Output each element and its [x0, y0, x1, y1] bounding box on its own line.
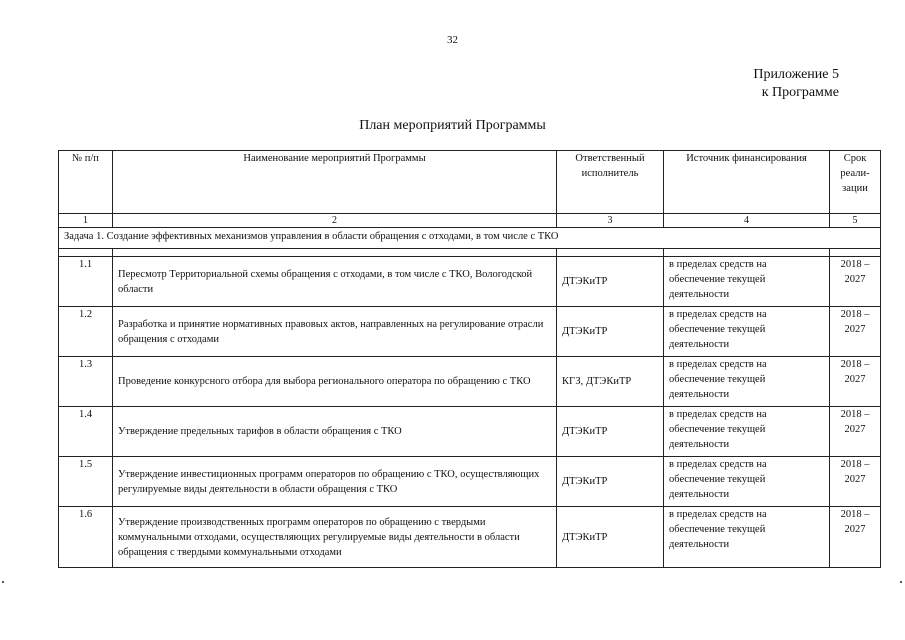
row-num: 1.2: [59, 307, 113, 357]
row-responsible: ДТЭКиТР: [557, 407, 664, 457]
row-num: 1.3: [59, 357, 113, 407]
table-row: [59, 507, 881, 568]
row-term: 2018 – 2027: [830, 257, 881, 307]
row-source: в пределах средств на обеспечение текущей деятельности: [664, 257, 830, 307]
row-term: 2018 – 2027: [830, 457, 881, 507]
row-responsible: ДТЭКиТР: [557, 257, 664, 307]
column-number: 2: [113, 214, 557, 228]
row-source: в пределах средств на обеспечение текущей деятельности: [664, 507, 830, 568]
row-num: 1.6: [59, 507, 113, 568]
task-row: [59, 228, 881, 249]
column-number: 5: [830, 214, 881, 228]
appendix-line-2: к Программе: [761, 85, 839, 100]
row-num: 1.5: [59, 457, 113, 507]
row-source: в пределах средств на обеспечение текущей деятельности: [664, 357, 830, 407]
row-num: 1.4: [59, 407, 113, 457]
header-responsible: Ответственный исполнитель: [557, 151, 664, 214]
column-number-row: [59, 214, 881, 228]
spacer-row: [59, 249, 881, 257]
scan-speck: [900, 581, 902, 583]
row-source: в пределах средств на обеспечение текущей деятельности: [664, 307, 830, 357]
row-name: Разработка и принятие нормативных правовых актов, направленных на регулирование отрасли обращения с отходами: [113, 307, 557, 357]
document-title: План мероприятий Программы: [359, 118, 546, 133]
row-responsible: ДТЭКиТР: [557, 307, 664, 357]
task-1-title: Задача 1. Создание эффективных механизмов управления в области обращения с отходами, в том числе с ТКО: [59, 228, 881, 249]
row-name: Пересмотр Территориальной схемы обращения с отходами, в том числе с ТКО, Вологодской области: [113, 257, 557, 307]
row-source: в пределах средств на обеспечение текущей деятельности: [664, 407, 830, 457]
row-num: 1.1: [59, 257, 113, 307]
table-row: [59, 407, 881, 457]
row-name: Проведение конкурсного отбора для выбора регионального оператора по обращению с ТКО: [113, 357, 557, 407]
table-row: [59, 457, 881, 507]
row-term: 2018 – 2027: [830, 507, 881, 568]
table-row: [59, 307, 881, 357]
row-term: 2018 – 2027: [830, 357, 881, 407]
row-name: Утверждение предельных тарифов в области обращения с ТКО: [113, 407, 557, 457]
row-responsible: ДТЭКиТР: [557, 507, 664, 568]
column-number: 4: [664, 214, 830, 228]
row-term: 2018 – 2027: [830, 307, 881, 357]
row-responsible: КГЗ, ДТЭКиТР: [557, 357, 664, 407]
header-num: № п/п: [59, 151, 113, 214]
appendix-label: [753, 66, 839, 102]
plan-table: [58, 150, 881, 568]
header-term: Срок реали-зации: [830, 151, 881, 214]
header-name: Наименование мероприятий Программы: [113, 151, 557, 214]
header-source: Источник финансирования: [664, 151, 830, 214]
scan-speck: [2, 581, 4, 583]
page-number: 32: [447, 34, 458, 46]
table-header-row: [59, 151, 881, 214]
table-row: [59, 257, 881, 307]
column-number: 3: [557, 214, 664, 228]
row-responsible: ДТЭКиТР: [557, 457, 664, 507]
column-number: 1: [59, 214, 113, 228]
row-name: Утверждение инвестиционных программ операторов по обращению с ТКО, осуществляющих регулируемые виды деятельности в области обращения с ТКО: [113, 457, 557, 507]
appendix-line-1: Приложение 5: [753, 67, 839, 82]
row-name: Утверждение производственных программ операторов по обращению с твердыми коммунальными отходами, осуществляющих регулируемые виды деятельности в области обращения с твердыми коммунальными отходами: [113, 507, 557, 568]
row-term: 2018 – 2027: [830, 407, 881, 457]
table-row: [59, 357, 881, 407]
row-source: в пределах средств на обеспечение текущей деятельности: [664, 457, 830, 507]
